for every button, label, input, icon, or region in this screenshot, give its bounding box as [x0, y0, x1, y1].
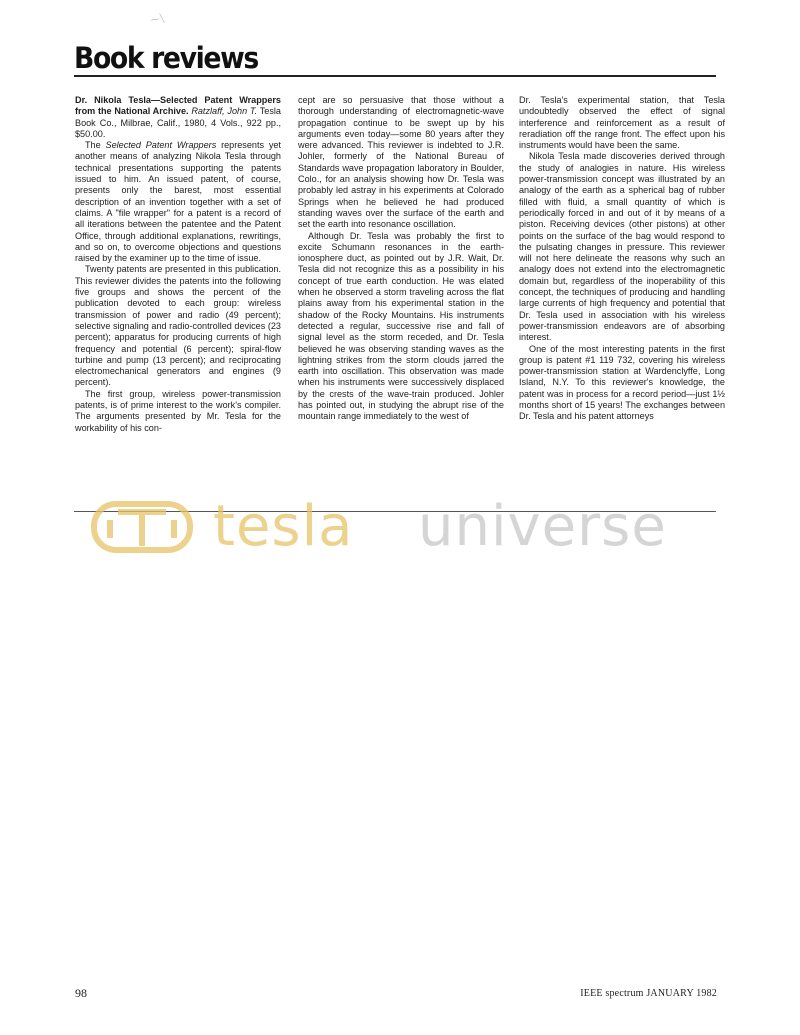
- column-2: [298, 95, 504, 423]
- publication-info: IEEE spectrum JANUARY 1982: [580, 988, 717, 999]
- paragraph: Twenty patents are presented in this publication. This reviewer divides the patents into the following five groups and shows the percent of the publication devoted to each group: wireless transmission of power and radio (49 percent); selective signaling and radio-controlled devices (23 percent); apparatus for producing currents of high frequency and potential (6 percent); spiral-flow turbine and pump (13 percent); and reciprocating electromechanical generators and engines (9 percent).: [75, 264, 281, 388]
- tesla-logo-icon: [94, 504, 190, 550]
- column-1: [75, 95, 281, 434]
- header-rule: [74, 75, 716, 77]
- page-number: 98: [75, 986, 87, 1000]
- watermark-graphic: [88, 490, 708, 560]
- paragraph: Nikola Tesla made discoveries derived through the study of analogies in nature. His wireless power-transmission concept was illustrated by an analogy of the earth as a spherical bag of rubber filled with fluid, a small quantity of which is periodically forced in and out of it by means of a piston. Receiving devices (other pistons) at other points on the surface of the bag would respond to the pulsating changes in pressure. This reviewer will not here delineate the reasons why such an analogy does not extend into the electromagnetic domain but, regardless of the inoperability of this concept, the techniques of producing and handling large currents of high frequency and potential that Dr. Tesla used in association with his wireless power-transmission endeavors are of absorbing interest.: [519, 151, 725, 343]
- paragraph: [75, 140, 281, 264]
- text-run: represents yet another means of analyzing Nikola Tesla through technical presentations supporting the patents issued to him. An issued patent, of course, presents only the barest, most essential description of an invention together with a set of claims. A "file wrapper" for a patent is a record of all iterations between the patentee and the Patent Office, through additional explanations, rewritings, and so on, to overcome objections and questions raised by the examiner up to the time of issue.: [75, 140, 281, 264]
- book-title: Dr. Nikola Tesla—Selected Patent Wrappers from the National Archive.: [75, 95, 281, 117]
- scan-artifact: ~\: [148, 10, 166, 28]
- book-publisher: Tesla Book Co., Milbrae, Calif., 1980, 4 Vols., 922 pp., $50.00.: [75, 106, 281, 139]
- paragraph: Although Dr. Tesla was probably the first to excite Schumann resonances in the earth-ionosphere duct, as pointed out by J.R. Wait, Dr. Tesla did not recognize this as a possibility in his concept of true earth conduction. He was elated when he observed a storm traveling across the flat plains away from his experimental station in the shadow of the Rocky Mountains. His instruments detected a regular, successive rise and fall of signal level as the storm receded, and Dr. Tesla believed he was observing standing waves as the lightning strikes from the storm clouds jarred the earth into oscillation. This observation was made when his instruments were successively displaced by the crests of the wave-train produced. Johler has pointed out, in studying the abrupt rise of the mountain range immediately to the west of: [298, 230, 504, 422]
- section-title: Book reviews: [74, 41, 258, 75]
- watermark-word-universe: universe: [418, 494, 667, 559]
- column-3: [519, 95, 725, 423]
- paragraph: One of the most interesting patents in the first group is patent #1 119 732, covering his wireless power-transmission station at Wardenclyffe, Long Island, N.Y. To this reviewer's knowledge, the patent was in process for a record period—just 1½ months short of 15 years! The exchanges between Dr. Tesla and his patent attorneys: [519, 343, 725, 422]
- paragraph: Dr. Tesla's experimental station, that Tesla undoubtedly observed the effect of signal interference and reinforcement as a result of reradiation off the range front. The effect upon his instruments would have been the same.: [519, 95, 725, 151]
- review-headline: [75, 95, 281, 140]
- text-run: The: [85, 140, 106, 151]
- paragraph: cept are so persuasive that those without a thorough understanding of electromagnetic-wave propagation continue to be swept up by his arguments even today—some 80 years after they were advanced. This reviewer is indebted to J.R. Johler, formerly of the National Bureau of Standards wave propagation laboratory in Boulder, Colo., for an analysis showing how Dr. Tesla was probably led astray in his experiments at Colorado Springs when he believed he had produced standing waves over the surface of the earth and set the earth into resonance oscillation.: [298, 95, 504, 230]
- italic-title: Selected Patent Wrappers: [105, 140, 217, 151]
- book-author: Ratzlaff, John T.: [191, 106, 258, 117]
- paragraph: The first group, wireless power-transmission patents, is of prime interest to the work's compiler. The arguments presented by Mr. Tesla for the workability of his con-: [75, 388, 281, 433]
- tesla-universe-watermark: [88, 490, 708, 560]
- watermark-word-tesla: tesla: [213, 494, 354, 559]
